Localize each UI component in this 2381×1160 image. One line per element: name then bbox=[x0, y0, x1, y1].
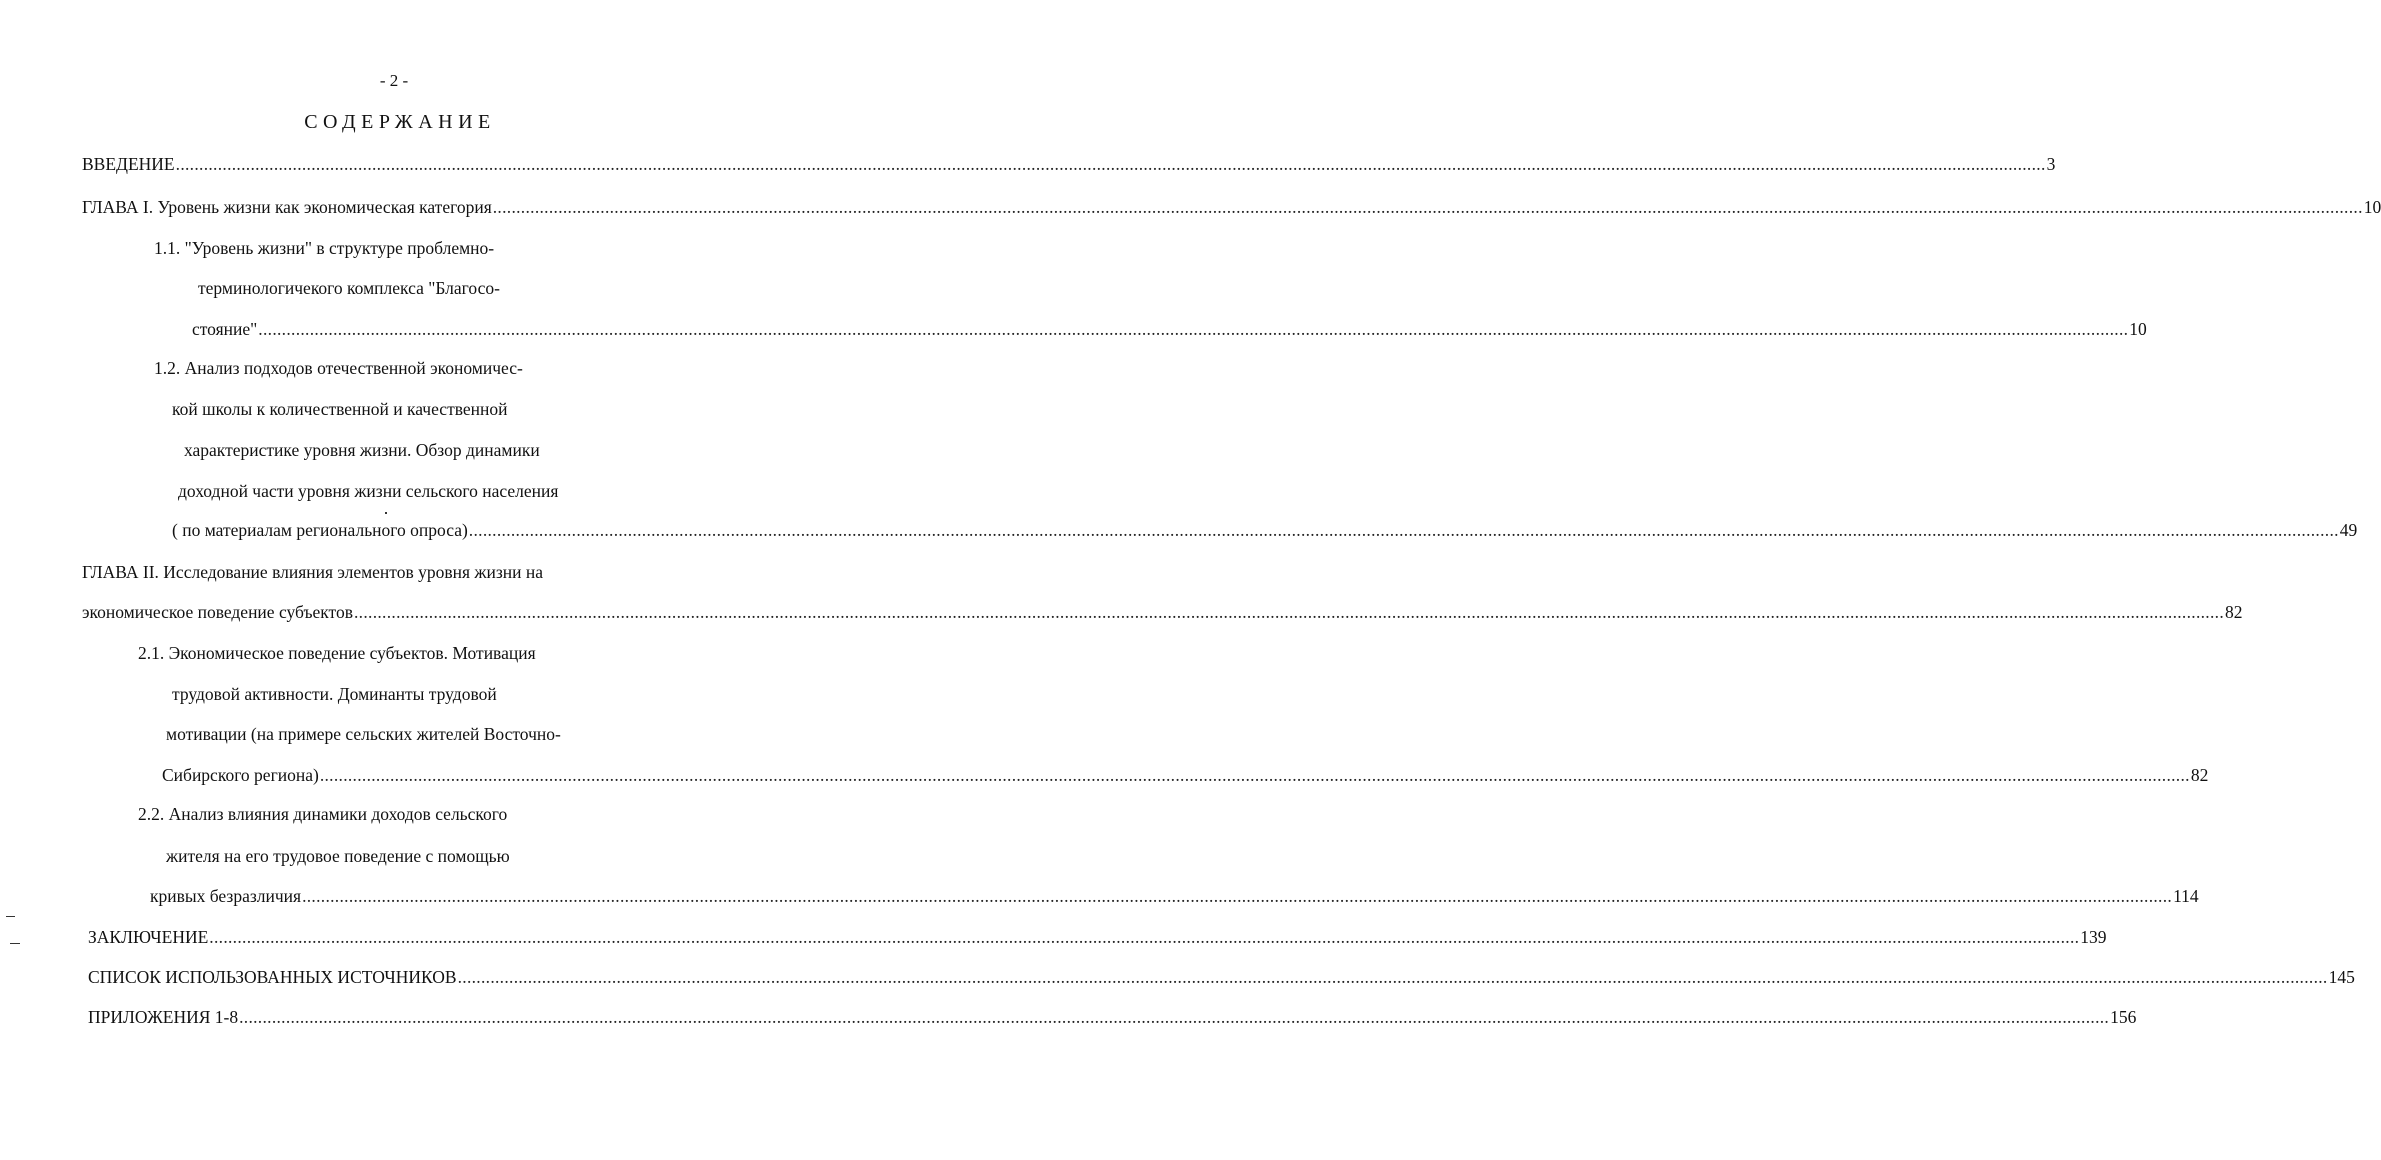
toc-entry-2-1-line: трудовой активности. Доминанты трудовой bbox=[172, 684, 497, 704]
leader-dots: ................................................................................................................................................................................................................................................................................................................................................................................................................ bbox=[492, 197, 2363, 217]
toc-entry-2-1-line: 2.1. Экономическое поведение субъектов. Мотивация bbox=[138, 643, 536, 663]
toc-label: ГЛАВА I. Уровень жизни как экономическая категория bbox=[82, 197, 492, 217]
toc-page: 10 bbox=[2363, 197, 2381, 217]
toc-label: ( по материалам регионального опроса) bbox=[172, 520, 468, 540]
toc-page: 145 bbox=[2328, 967, 2355, 987]
toc-entry-appendix[interactable] bbox=[88, 1006, 2137, 1028]
toc-label: ВВЕДЕНИЕ bbox=[82, 154, 175, 174]
toc-label: Сибирского региона) bbox=[162, 765, 319, 785]
toc-entry-chapter-2-line: ГЛАВА II. Исследование влияния элементов уровня жизни на bbox=[82, 562, 544, 582]
page-title: СОДЕРЖАНИЕ bbox=[304, 111, 496, 133]
toc-label: стояние" bbox=[192, 319, 258, 339]
toc-entry-chapter-1[interactable] bbox=[82, 196, 2381, 218]
toc-entry-1-2-line: доходной части уровня жизни сельского населения bbox=[178, 481, 559, 501]
toc-entry-2-2-line: 2.2. Анализ влияния динамики доходов сельского bbox=[138, 804, 508, 824]
leader-dots: ................................................................................................................................................................................................................................................................................................................................................................................................................ bbox=[457, 967, 2328, 987]
toc-page: 82 bbox=[2225, 602, 2243, 622]
toc-entry-conclusion[interactable] bbox=[88, 926, 2107, 948]
toc-entry-2-2[interactable] bbox=[150, 885, 2199, 907]
leader-dots: ................................................................................................................................................................................................................................................................................................................................................................................................................ bbox=[258, 319, 2129, 339]
leader-dots: ................................................................................................................................................................................................................................................................................................................................................................................................................ bbox=[302, 886, 2173, 906]
toc-entry-references[interactable] bbox=[88, 966, 2355, 988]
scan-mark bbox=[385, 512, 387, 514]
page-number: - 2 - bbox=[379, 71, 409, 90]
leader-dots: ................................................................................................................................................................................................................................................................................................................................................................................................................ bbox=[209, 927, 2080, 947]
toc-page: 49 bbox=[2339, 520, 2358, 540]
leader-dots: ................................................................................................................................................................................................................................................................................................................................................................................................................ bbox=[354, 602, 2224, 622]
toc-entry-2-2-line: жителя на его трудовое поведение с помощью bbox=[166, 846, 510, 866]
scan-mark bbox=[6, 916, 15, 917]
toc-entry-1-2[interactable] bbox=[172, 519, 2358, 541]
scan-mark bbox=[10, 943, 20, 944]
toc-page: 82 bbox=[2190, 765, 2209, 785]
toc-entry-1-2-line: характеристике уровня жизни. Обзор динамики bbox=[184, 440, 540, 460]
toc-entry-1-2-line: кой школы к количественной и качественной bbox=[172, 399, 508, 419]
leader-dots: ................................................................................................................................................................................................................................................................................................................................................................................................................ bbox=[175, 154, 2046, 174]
toc-page: 156 bbox=[2110, 1007, 2137, 1027]
toc-page: 3 bbox=[2046, 154, 2056, 174]
toc-label: СПИСОК ИСПОЛЬЗОВАННЫХ ИСТОЧНИКОВ bbox=[88, 967, 457, 987]
toc-page: 10 bbox=[2129, 319, 2147, 339]
toc-label: ПРИЛОЖЕНИЯ 1-8 bbox=[88, 1007, 239, 1027]
toc-entry-2-1[interactable] bbox=[162, 764, 2209, 786]
toc-entry-chapter-2[interactable] bbox=[82, 601, 2243, 623]
leader-dots: ................................................................................................................................................................................................................................................................................................................................................................................................................ bbox=[319, 765, 2190, 785]
toc-label: кривых безразличия bbox=[150, 886, 302, 906]
toc-entry-2-1-line: мотивации (на примере сельских жителей Восточно- bbox=[166, 724, 561, 744]
toc-page: 114 bbox=[2173, 886, 2199, 906]
leader-dots: ................................................................................................................................................................................................................................................................................................................................................................................................................ bbox=[468, 520, 2339, 540]
toc-label: экономическое поведение субъектов bbox=[82, 602, 353, 622]
toc-page: 139 bbox=[2080, 927, 2107, 947]
toc-entry-1-1-line: 1.1. "Уровень жизни" в структуре проблемно- bbox=[154, 238, 495, 258]
toc-label: ЗАКЛЮЧЕНИЕ bbox=[88, 927, 209, 947]
leader-dots: ................................................................................................................................................................................................................................................................................................................................................................................................................ bbox=[239, 1007, 2110, 1027]
toc-entry-intro[interactable] bbox=[82, 153, 2056, 175]
toc-entry-1-2-line: 1.2. Анализ подходов отечественной экономичес- bbox=[154, 358, 523, 378]
toc-entry-1-1-line: терминологичекого комплекса "Благосо- bbox=[198, 278, 500, 298]
toc-entry-1-1[interactable] bbox=[192, 318, 2147, 340]
